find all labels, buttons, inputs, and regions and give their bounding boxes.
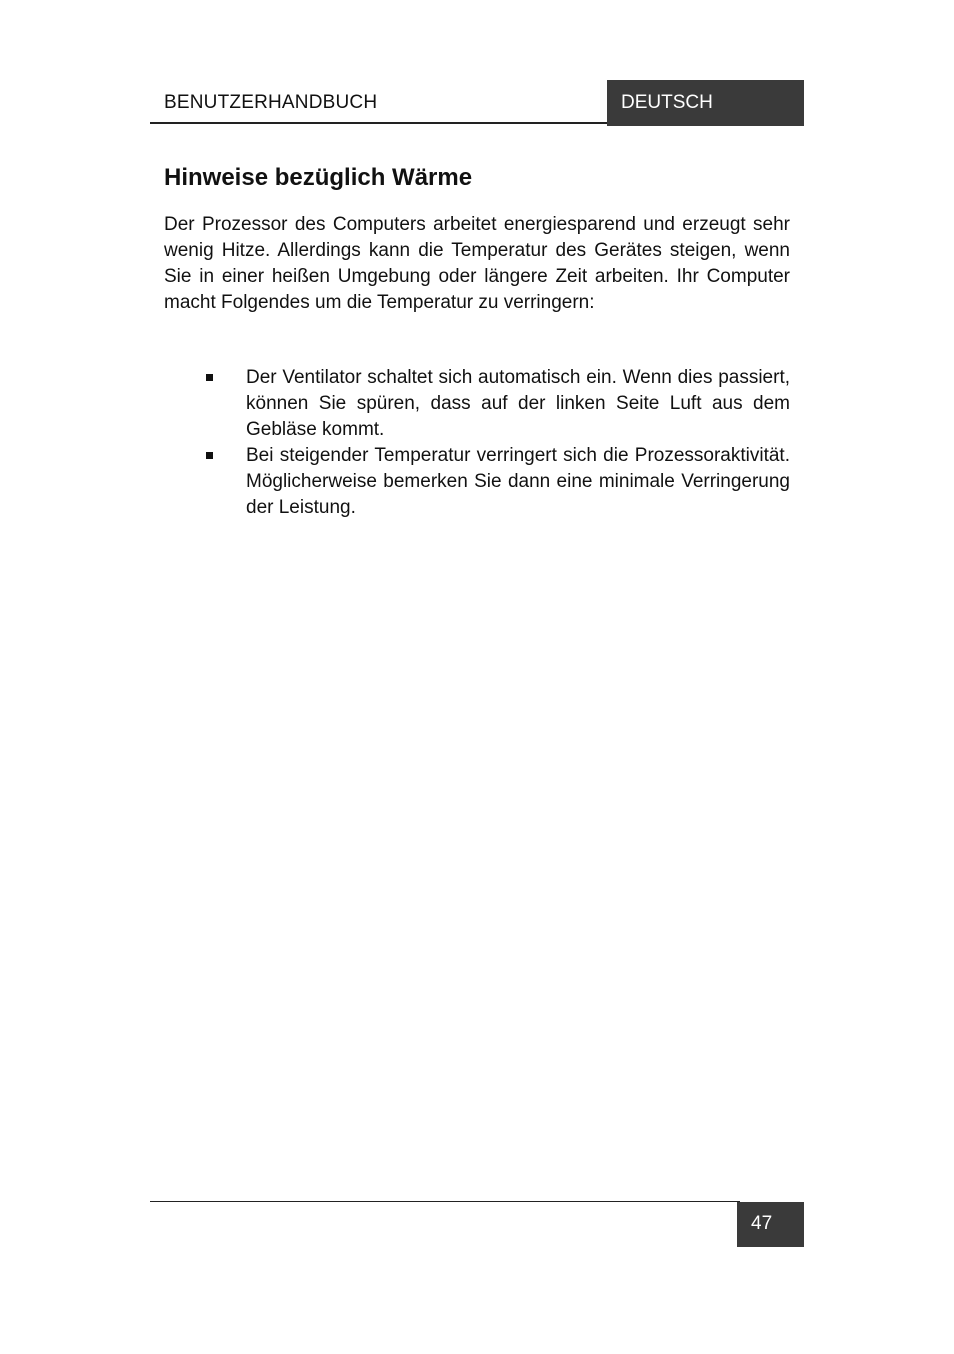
language-label: DEUTSCH [621,92,713,113]
language-tab [607,80,804,126]
list-item [164,443,790,521]
list-item [164,365,790,443]
header-bar [150,80,607,124]
footer-divider [150,1201,740,1202]
bullet-list [164,365,790,521]
page-number-box [737,1202,804,1247]
manual-title: BENUTZERHANDBUCH [164,92,378,113]
section-heading: Hinweise bezüglich Wärme [164,164,473,191]
square-bullet-icon [206,374,213,381]
intro-paragraph: Der Prozessor des Computers arbeitet energiesparend und erzeugt sehr wenig Hitze. Allerdings kann die Temperatur des Gerätes steigen, wenn Sie in einer heißen Umgebung oder längere Zeit arbeiten. Ihr Computer macht Folgendes um die Temperatur zu verringern: [164,214,790,313]
list-item-text: Der Ventilator schaltet sich automatisch ein. Wenn dies passiert, können Sie spüren, dass auf der linken Seite Luft aus dem Gebläse kommt. [246,367,790,440]
square-bullet-icon [206,452,213,459]
list-item-text: Bei steigender Temperatur verringert sich die Prozessoraktivität. Möglicherweise bemerken Sie dann eine minimale Verringerung der Leistung. [246,445,790,518]
page-number: 47 [751,1213,773,1234]
